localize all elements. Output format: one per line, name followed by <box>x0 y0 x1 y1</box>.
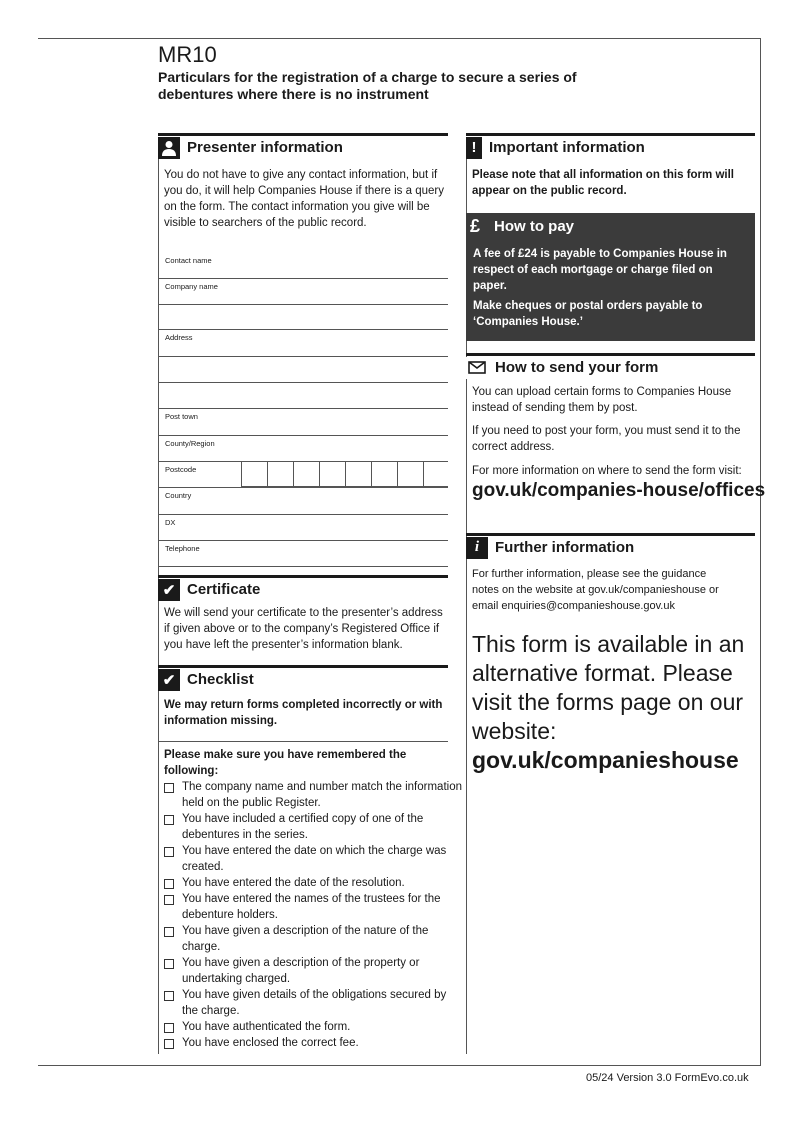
checkbox[interactable] <box>164 847 174 857</box>
further-header <box>466 533 755 558</box>
checklist-item <box>164 875 464 891</box>
presenter-intro: You do not have to give any contact information, but if you do, it will help Companies House if there is a query on the form. The contact information you give will be visible to searchers of the public record. <box>164 169 444 229</box>
checklist-item-text: You have entered the names of the trustees for the debenture holders. <box>182 893 441 921</box>
important-header <box>466 133 755 158</box>
checklist-item-text: You have given a description of the property or undertaking charged. <box>182 957 420 985</box>
county-label: County/Region <box>165 439 215 448</box>
postcode-box[interactable] <box>423 462 448 487</box>
dx-label: DX <box>165 518 176 527</box>
envelope-icon <box>466 357 488 379</box>
checklist-title: Checklist <box>187 670 254 688</box>
send-header <box>466 353 755 378</box>
checklist-item-text: You have authenticated the form. <box>182 1021 351 1033</box>
checklist-item <box>164 843 464 875</box>
presenter-header <box>158 133 448 158</box>
checklist-item-text: You have entered the date on which the charge was created. <box>182 845 447 873</box>
person-icon <box>158 137 180 159</box>
offices-link[interactable]: gov.uk/companies-house/offices <box>472 480 766 501</box>
checklist-header <box>158 665 448 690</box>
checkbox[interactable] <box>164 959 174 969</box>
certificate-header <box>158 575 448 600</box>
checklist-item-text: You have enclosed the correct fee. <box>182 1037 359 1049</box>
dx-field[interactable] <box>158 515 448 541</box>
send-para-2: If you need to post your form, you must send it to the correct address. <box>472 425 741 453</box>
further-text: For further information, please see the guidance notes on the website at gov.uk/companieshouse or email enquiries@companieshouse.gov.uk <box>472 568 719 612</box>
checkbox[interactable] <box>164 879 174 889</box>
footer-version: 05/24 Version 3.0 FormEvo.co.uk <box>586 1072 749 1084</box>
postcode-box[interactable] <box>319 462 345 487</box>
send-title: How to send your form <box>495 358 659 376</box>
checkbox[interactable] <box>164 1023 174 1033</box>
alternative-text: This form is available in an alternative format. Please visit the forms page on our website: <box>472 631 745 744</box>
checklist-item <box>164 811 464 843</box>
postcode-box[interactable] <box>293 462 319 487</box>
checklist-item-text: You have given details of the obligations secured by the charge. <box>182 989 447 1017</box>
companieshouse-link[interactable]: gov.uk/companieshouse <box>472 747 739 773</box>
checklist-item-text: You have included a certified copy of one of the debentures in the series. <box>182 813 424 841</box>
checklist-item <box>164 955 464 987</box>
how-to-pay-box <box>466 213 755 341</box>
address-field[interactable] <box>158 330 448 357</box>
postcode-box[interactable] <box>371 462 397 487</box>
postcode-label: Postcode <box>165 465 197 474</box>
further-title: Further information <box>495 538 635 556</box>
checklist-item <box>164 923 464 955</box>
checklist-item <box>164 891 464 923</box>
postcode-box[interactable] <box>241 462 267 487</box>
checkbox[interactable] <box>164 895 174 905</box>
pay-cheque-text: Make cheques or postal orders payable to ‘Companies House.’ <box>473 300 703 328</box>
tick-icon: ✔ <box>158 579 180 601</box>
checklist-divider <box>158 741 448 742</box>
info-icon: i <box>466 537 488 559</box>
address-field-3[interactable] <box>158 383 448 409</box>
postcode-box[interactable] <box>345 462 371 487</box>
checklist-item <box>164 1035 464 1051</box>
alternative-format-notice <box>472 630 762 775</box>
pay-fee-text: A fee of £24 is payable to Companies House in respect of each mortgage or charge filed on paper. <box>473 248 727 292</box>
checkbox[interactable] <box>164 783 174 793</box>
checklist-list <box>164 779 464 1051</box>
company-name-field[interactable] <box>158 279 448 305</box>
checklist-item <box>164 779 464 811</box>
checklist-item-text: The company name and number match the information held on the public Register. <box>182 781 462 809</box>
postcode-box[interactable] <box>267 462 293 487</box>
presenter-title: Presenter information <box>187 138 343 156</box>
important-text: Please note that all information on this form will appear on the public record. <box>472 169 734 197</box>
send-para-3: For more information on where to send the form visit: <box>472 465 742 477</box>
checklist-item <box>164 1019 464 1035</box>
company-name-field-2[interactable] <box>158 305 448 330</box>
right-rule <box>760 38 761 1066</box>
important-title: Important information <box>489 138 645 156</box>
postcode-box[interactable] <box>397 462 423 487</box>
country-field[interactable] <box>158 488 448 515</box>
top-rule <box>38 38 761 39</box>
form-code: MR10 <box>158 42 217 67</box>
checklist-warning: We may return forms completed incorrectly or with information missing. <box>164 699 443 727</box>
post-town-label: Post town <box>165 412 198 421</box>
tick-icon: ✔ <box>158 669 180 691</box>
contact-name-field[interactable] <box>158 253 448 279</box>
certificate-text: We will send your certificate to the presenter’s address if given above or to the company’s Registered Office if you have left the presenter’s information blank. <box>164 607 443 651</box>
telephone-field[interactable] <box>158 541 448 567</box>
checklist-item <box>164 987 464 1019</box>
checkbox[interactable] <box>164 991 174 1001</box>
checkbox[interactable] <box>164 1039 174 1049</box>
checklist-item-text: You have entered the date of the resolution. <box>182 877 405 889</box>
checklist-intro: Please make sure you have remembered the following: <box>164 749 407 777</box>
telephone-label: Telephone <box>165 544 200 553</box>
pay-title: How to pay <box>494 218 575 235</box>
county-field[interactable] <box>158 436 448 462</box>
checkbox[interactable] <box>164 927 174 937</box>
certificate-title: Certificate <box>187 580 261 598</box>
contact-name-label: Contact name <box>165 256 212 265</box>
post-town-field[interactable] <box>158 409 448 436</box>
bottom-rule <box>38 1065 761 1066</box>
company-name-label: Company name <box>165 282 218 291</box>
exclamation-icon: ! <box>466 137 482 159</box>
pound-icon: £ <box>470 216 481 236</box>
country-label: Country <box>165 491 192 500</box>
form-title: Particulars for the registration of a charge to secure a series of debentures where there is no instrument <box>158 69 577 102</box>
address-field-2[interactable] <box>158 357 448 383</box>
send-para-1: You can upload certain forms to Companies House instead of sending them by post. <box>472 386 732 414</box>
address-label: Address <box>165 333 193 342</box>
checklist-item-text: You have given a description of the nature of the charge. <box>182 925 429 953</box>
checkbox[interactable] <box>164 815 174 825</box>
